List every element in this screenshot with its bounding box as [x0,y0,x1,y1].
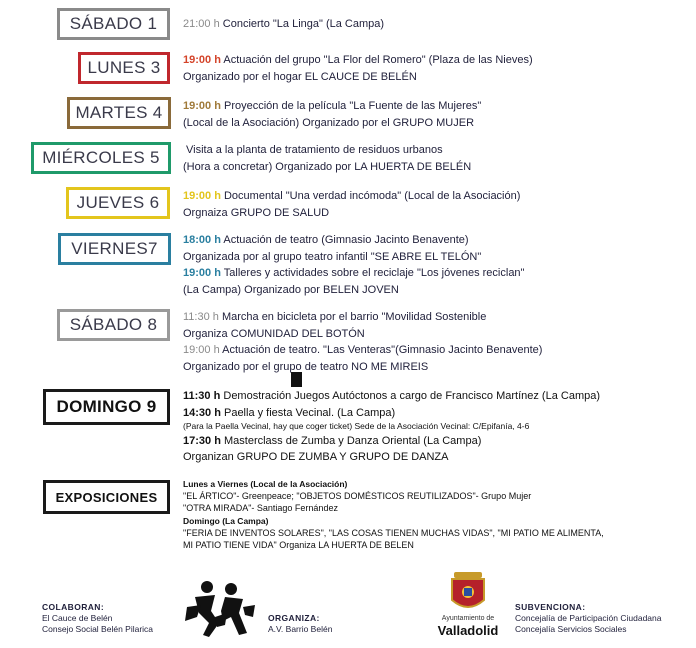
event-sabado-8 [183,309,542,375]
event-line: Organizado por el grupo de teatro NO ME MIREIS [183,360,429,373]
colaboran-line: El Cauce de Belén [42,613,113,623]
day-box-lunes-3: LUNES 3 [78,52,170,84]
event-line: Proyección de la película "La Fuente de las Mujeres" [223,100,482,112]
day-box-sabado-1: SÁBADO 1 [57,8,170,40]
valladolid-label: Valladolid [437,623,499,638]
time-label: 18:00 h [183,234,221,246]
time-label: 19:00 h [183,54,221,66]
event-line: Orgnaiza GRUPO DE SALUD [183,206,330,219]
expo-line: "OTRA MIRADA"- Santiago Fernández [183,503,338,514]
expo-line: "EL ÁRTICO"- Greenpeace; "OBJETOS DOMÉSTICOS REUTILIZADOS"- Grupo Mujer [183,491,532,502]
event-line: Organiza COMUNIDAD DEL BOTÓN [183,327,365,340]
event-line: Demostración Juegos Autóctonos a cargo de Francisco Martínez (La Campa) [223,390,601,402]
subvenciona-line: Concejalía de Participación Ciudadana [515,613,662,623]
subvenciona-heading: SUBVENCIONA: [515,602,586,612]
event-line: Masterclass de Zumba y Danza Oriental (La Campa) [223,434,482,447]
organiza-heading: ORGANIZA: [268,613,320,623]
event-jueves-6 [183,188,520,221]
event-line: Talleres y actividades sobre el reciclaje "Los jóvenes reciclan" [223,267,525,279]
organiza-line: A.V. Barrio Belén [268,624,333,634]
time-label: 17:30 h [183,434,221,447]
event-line: Organizan GRUPO DE ZUMBA Y GRUPO DE DANZA [183,451,449,463]
time-label: 21:00 h [183,18,220,30]
day-box-exposiciones: EXPOSICIONES [43,480,170,514]
event-text: Concierto "La Linga" (La Campa) [222,18,385,30]
event-lunes-3 [183,52,533,85]
expo-line: MI PATIO TIENE VIDA" Organiza LA HUERTA DE BELEN [183,540,414,551]
expo-line: Lunes a Viernes (Local de la Asociación) [183,479,348,489]
expo-line: "FERIA DE INVENTOS SOLARES", "LAS COSAS TIENEN MUCHAS VIDAS", "MI PATIO ME ALIMENTA, [183,527,604,538]
day-box-miercoles-5: MIÉRCOLES 5 [31,142,171,174]
event-line: Documental "Una verdad incómoda" (Local de la Asociación) [223,190,521,202]
time-label: 19:00 h [183,100,221,112]
event-exposiciones [183,478,604,551]
day-box-martes-4: MARTES 4 [67,97,171,129]
day-box-domingo-9: DOMINGO 9 [43,389,170,425]
time-label: 11:30 h [183,390,221,402]
event-line: Visita a la planta de tratamiento de residuos urbanos [186,144,443,156]
event-line: (Hora a concretar) Organizado por LA HUERTA DE BELÉN [183,160,472,173]
cursor-marker [291,372,302,387]
event-miercoles-5 [183,142,471,175]
dancers-logo-icon [181,577,257,643]
event-note: (Para la Paella Vecinal, hay que coger ticket) Sede de la Asociación Vecinal: C/Epifanía, 4-6 [183,421,530,431]
organiza-block [268,613,332,635]
event-sabado-1 [183,16,384,33]
day-box-viernes-7: VIERNES7 [58,233,171,265]
event-line: Paella y fiesta Vecinal. (La Campa) [223,406,396,419]
time-label: 14:30 h [183,406,221,419]
valladolid-crest-icon [430,570,506,620]
event-line: Actuación del grupo "La Flor del Romero" (Plaza de las Nieves) [223,54,533,66]
time-label: 19:00 h [183,190,221,202]
event-line: Organizado por el hogar EL CAUCE DE BELÉN [183,70,417,83]
ayuntamiento-logo [430,570,506,644]
ayuntamiento-line: Ayuntamiento de [441,615,495,622]
day-box-sabado-8: SÁBADO 8 [57,309,170,341]
event-line: (Local de la Asociación) Organizado por el GRUPO MUJER [183,116,475,129]
event-line: (La Campa) Organizado por BELEN JOVEN [183,283,399,296]
expo-line: Domingo (La Campa) [183,515,269,526]
subvenciona-line: Concejalía Servicios Sociales [515,624,627,634]
event-line: Actuación de teatro. "Las Venteras"(Gimnasio Jacinto Benavente) [222,344,543,356]
event-line: Organizada por al grupo teatro infantil "SE ABRE EL TELÓN" [183,250,482,263]
event-viernes-7 [183,232,524,298]
event-domingo-9 [183,388,600,466]
day-box-jueves-6: JUEVES 6 [66,187,170,219]
event-line: Actuación de teatro (Gimnasio Jacinto Benavente) [223,234,469,246]
event-martes-4 [183,98,481,131]
colaboran-line: Consejo Social Belén Pilarica [42,624,154,634]
time-label: 19:00 h [183,267,221,279]
colaboran-block [42,602,153,635]
colaboran-heading: COLABORAN: [42,602,105,612]
time-label: 19:00 h [183,344,220,356]
subvenciona-block [515,602,661,635]
event-line: Marcha en bicicleta por el barrio "Movilidad Sostenible [221,311,487,323]
time-label: 11:30 h [183,311,219,323]
